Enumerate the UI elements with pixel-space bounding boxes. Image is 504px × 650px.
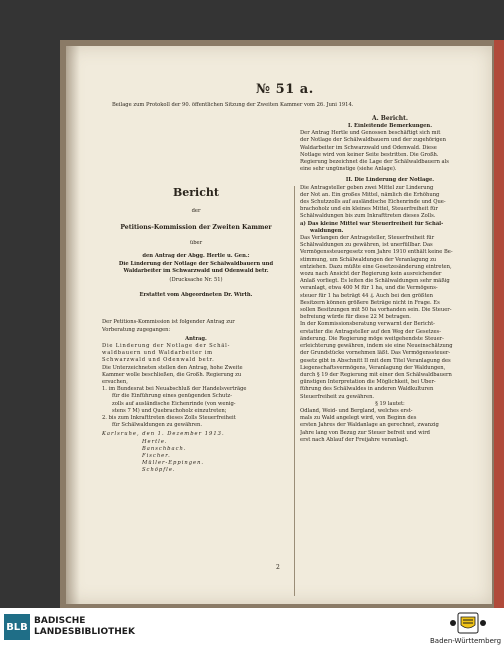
para-3-line-28: Jahre lang von Bezug zur Steuer befreit und wird (300, 429, 430, 436)
para-1-line-4: Notlage wird von keiner Seite bestritten. Die Großh. (300, 151, 439, 158)
right-column (300, 114, 480, 444)
signature-1: Hertle. (142, 438, 168, 445)
para-3-line-2: Schälwaldungen zu gewähren, ist unerfüllbar. Das (300, 242, 433, 249)
para-3-line-11: sollen Besitzungen mit 50 ha vorhanden sein. Die Steuer- (300, 307, 452, 314)
para-3-line-6: wozu nach Ansicht der Regierung kein ausreichender (300, 271, 442, 278)
para-2-line-1: Die Antragsteller geben zwei Mittel zur Linderung (300, 184, 434, 191)
drucksache: (Drucksache Nr. 51) (169, 277, 223, 284)
antrag-body-4: Die Unterzeichneten stellen den Antrag, hohe Zweite (102, 364, 243, 371)
left-column (102, 186, 290, 475)
erstattet: Erstattet vom Abgeordneten Dr. Wirth. (139, 292, 253, 299)
para-3-line-8: veranlagt, etwa 400 M für 1 ha, und die Vermögens- (300, 285, 438, 292)
antrag-body-5: Kammer wolle beschließen, die Großh. Regierung zu (102, 371, 242, 378)
sub-a-heading: a) Das kleine Mittel war Steuerfreiheit für Schäl- (300, 220, 444, 227)
antrag-body-3: Schwarzwald und Odenwald betr. (102, 357, 215, 364)
para-2-line-2: der Not an. Ein großes Mittel, nämlich die Erhöhung (300, 191, 440, 198)
para-3-line-18: gesetz gibt in Abschnitt II mit dem Titel Veranlagung des (300, 357, 451, 364)
para-3-line-10: Besitzern können größere Beträge nicht in Frage. Es (300, 299, 440, 306)
para-3-line-21: günstigen Interpretation die Möglichkeit, bei Über- (300, 379, 436, 386)
document-number: № 51 a. (256, 82, 314, 97)
para-1-line-5: Regierung bezeichnet die Lage der Schälwaldbauern als (300, 159, 449, 166)
para-3-line-13: In der Kommissionsberatung verwarnt der Bericht- (300, 321, 435, 328)
para-3-line-16: erleichterung gewähren, indem sie eine Neueinschätzung (300, 343, 453, 350)
para-3-line-25: Ödland, Weid- und Bergland, welches erst- (300, 407, 413, 414)
antrag-body-8: für die Einführung eines genügenden Schutz- (112, 393, 232, 400)
para-3-line-3: Vermögenssteuergesetz vom Jahre 1910 enthält keine Be- (300, 249, 453, 256)
library-name-line-2: LANDESBIBLIOTHEK (34, 627, 135, 637)
para-2-line-4: brachoholz und ein kleines Mittel, Steuerfreiheit für (300, 206, 438, 213)
page-number: 2 (276, 564, 280, 571)
column-divider (294, 186, 295, 596)
left-ueber: über (189, 240, 203, 247)
left-der: der (191, 208, 201, 214)
para-3-line-17: der Grundstücke vornehmen läßt. Das Vermögenssteuer- (300, 350, 451, 357)
section-2-heading: II. Die Linderung der Notlage. (345, 177, 435, 184)
para-2-line-5: Schälwaldungen bis zum Inkrafttreten dieses Zolls. (300, 213, 436, 220)
para-2-line-3: des Schutzzolls auf ausländische Eichenrinde und Que- (300, 199, 446, 206)
signature-4: Müller-Eppingen. (142, 460, 205, 467)
para-3-line-7: Anlaß vorliegt. Es leiten die Schälwaldungen sehr mäßig (300, 278, 450, 285)
sub-a-heading-2: waldungen. (310, 227, 344, 234)
para-3-line-26: mals zu Wald angelegt wird, von Beginn des (300, 415, 417, 422)
para-3-line-12: befreiung würde für diese 22 M betragen. (300, 314, 411, 321)
para-1-line-3: Waldarbeiter im Schwarzwald und Odenwald. Diese (300, 144, 437, 151)
para-1-line-1: Der Antrag Hertle und Genossen beschäftigt sich mit (300, 130, 441, 137)
book-edge (494, 40, 504, 608)
signature-5: Schöpfle. (142, 467, 176, 474)
antrag-body-1: Die Linderung der Notlage der Schäl- (102, 343, 231, 350)
intro-line-1: Der Petitions-Kommission ist folgender Antrag zur (102, 319, 235, 326)
section-a-heading: A. Bericht. (371, 115, 409, 122)
para-3-line-19: Liegenschaftsvermögens, Veranlagung der Waldungen, (300, 364, 446, 371)
intro-line-2: Vorberatung zugegangen: (102, 326, 171, 333)
para-3-line-9: steuer für 1 ha beträgt 44 ₰. Auch bei den größten (300, 292, 433, 299)
para-3-line-20: durch § 19 der Regierung mit einer den Schälwaldbauern (300, 371, 452, 378)
signature-3: Fischer. (142, 453, 171, 460)
para-3-line-23: Steuerfreiheit zu gewähren. (300, 393, 375, 400)
state-name: Baden-Württemberg (430, 637, 502, 645)
antrag-body-10: stens 7 M) und Quebrachoholz einzutreten; (112, 407, 227, 414)
library-name (34, 616, 135, 638)
para-3-line-22: führung des Schälwaldes in anderen Waldkulturen (300, 386, 434, 393)
page-gutter (66, 46, 80, 604)
para-1-line-6: eine sehr ungünstige (siehe Anlage). (300, 166, 397, 173)
antrag-body-9: zolls auf ausländische Eichenrinde (von wenig- (112, 400, 236, 407)
report-title: Bericht (172, 186, 220, 199)
antrag-heading: den Antrag der Abgg. Hertle u. Gen.: (142, 253, 250, 260)
signature-2: Banschbach. (142, 445, 187, 452)
para-3-line-1: Das Verlangen der Antragsteller, Steuerfreiheit für (300, 235, 435, 242)
antrag-text-2: Waldarbeiter im Schwarzwald und Odenwald betr. (123, 267, 269, 274)
blb-logo[interactable]: BLB (4, 614, 30, 640)
antrag-text-1: Die Linderung der Notlage der Schälwaldbauern und (118, 260, 274, 267)
antrag-body-7: 1. im Bundesrat bei Neuabschluß der Handelsverträge (102, 386, 247, 393)
para-3-line-4: stimmung, um Schälwaldungen der Veranlagung zu (300, 256, 437, 263)
para-1-line-2: der Notlage der Schälwaldbauern und der zugehörigen (300, 137, 446, 144)
library-name-line-1: BADISCHE (34, 616, 86, 626)
para-3-line-24: § 19 lautet: (375, 400, 405, 407)
document-page (66, 46, 492, 604)
para-3-line-29: erst nach Ablauf der Freijahre veranlagt. (300, 436, 409, 443)
document-subtitle: Beilage zum Protokoll der 90. öffentlichen Sitzung der Zweiten Kammer vom 26. Juni 1914. (112, 102, 354, 108)
section-1-heading: I. Einleitende Bemerkungen. (347, 123, 433, 129)
para-3-line-27: ersten Jahres der Waldanlage an gerechnet, zwanzig (300, 422, 439, 429)
antrag-body-12: für Schälwaldungen zu gewähren. (112, 422, 203, 429)
antrag-body-11: 2. bis zum Inkrafttreten dieses Zolls Steuerfreiheit (102, 415, 236, 422)
para-3-line-14: erstatter die Antragsteller auf den Weg der Gesetzes- (300, 328, 441, 335)
antrag-label: Antrag. (185, 335, 207, 342)
place-date: Karlsruhe, den 1. Dezember 1913. (102, 431, 225, 438)
para-3-line-15: änderung. Die Regierung möge weitgehendste Steuer- (300, 335, 444, 342)
para-3-line-5: entziehen. Dazu müßte eine Gesetzesänderung eintreten, (300, 263, 452, 270)
baden-wuerttemberg-coat-of-arms-icon (444, 612, 492, 634)
commission-name: Petitions-Kommission der Zweiten Kammer (120, 224, 272, 232)
antrag-body-6: ersuchen, (102, 379, 128, 386)
antrag-body-2: waldbauern und Waldarbeiter im (102, 350, 213, 357)
